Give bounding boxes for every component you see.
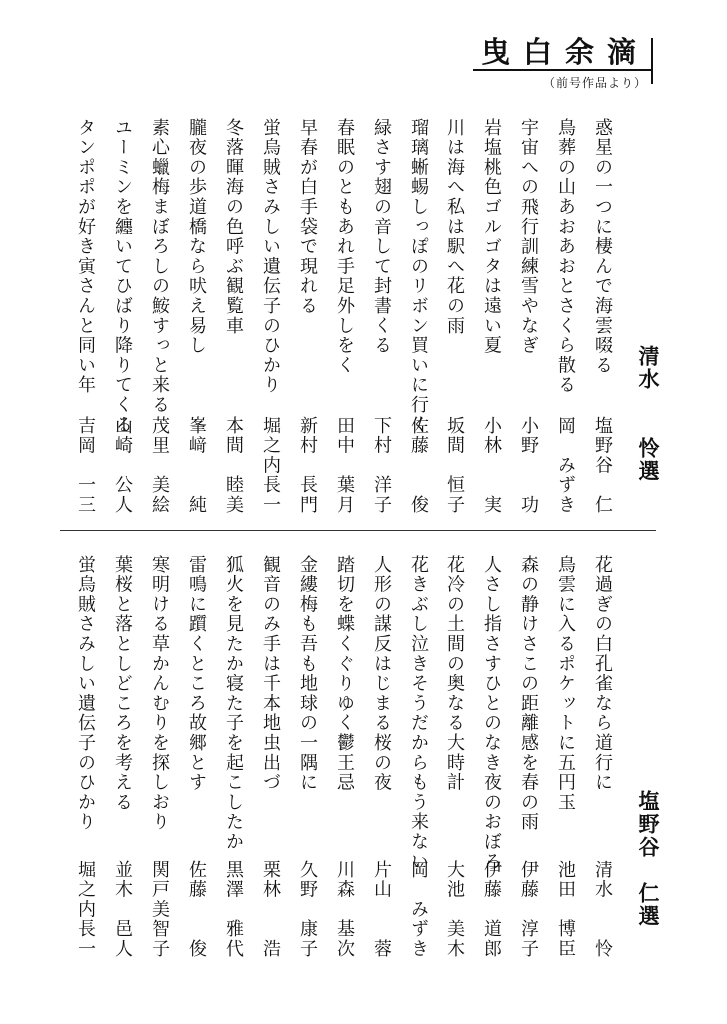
poem-author: 黒澤 雅代 [223, 860, 244, 959]
poem-text: タンポポが好き寅さんと同い年 [75, 118, 96, 396]
poem-text: 蛍烏賊さみしい遺伝子のひかり [75, 555, 96, 833]
poem-author: 清水 怜 [592, 860, 613, 959]
poem-text: 観音のみ手は千本地虫出づ [260, 555, 281, 793]
poem-text: 鳥葬の山あおあおとさくら散る [555, 118, 576, 396]
poem-author: 岡 みずき [555, 416, 576, 515]
poem-author: 関戸美智子 [149, 860, 170, 959]
poem-author: 池田 博臣 [555, 860, 576, 959]
poem-author: 堀之内長一 [260, 416, 281, 515]
poem-text: 惑星の一つに棲んで海雲啜る [592, 118, 613, 376]
poem-author: 小野 功 [518, 416, 539, 515]
poem-text: 寒明ける草かんむりを探しおり [149, 555, 170, 833]
selector-name-section-1: 清水 怜選 [636, 345, 660, 483]
poem-author: 塩野谷 仁 [592, 416, 613, 515]
title-rule-vertical [651, 38, 653, 84]
poem-author: 坂間 恒子 [444, 416, 465, 515]
poem-author: 伊藤 淳子 [518, 860, 539, 959]
poem-author: 茂里 美絵 [149, 416, 170, 515]
poem-text: 川は海へ私は駅へ花の雨 [444, 118, 465, 336]
poem-text: 春眠のともあれ手足外しをく [334, 118, 355, 376]
poem-text: 人形の謀反はじまる桜の夜 [371, 555, 392, 793]
poem-author: 山崎 公人 [112, 416, 133, 515]
poem-author: 佐藤 俊 [408, 416, 429, 515]
poem-text: 花冷の土間の奥なる大時計 [444, 555, 465, 793]
poem-text: 宇宙への飛行訓練雪やなぎ [518, 118, 539, 356]
poem-text: 瑠璃蜥蜴しっぽのリボン買いに行く [408, 118, 429, 435]
poem-text: ユーミンを纏いてひばり降りてくる [112, 118, 133, 435]
section-divider [60, 530, 656, 531]
poem-text: 人さし指さすひとのなき夜のおぼろ [481, 555, 502, 872]
poem-text: 狐火を見たか寝た子を起こしたか [223, 555, 244, 852]
poem-author: 片山 蓉 [371, 860, 392, 959]
poem-text: 雷鳴に躓くところ故郷とす [186, 555, 207, 793]
poem-author: 佐藤 俊 [186, 860, 207, 959]
poem-text: 緑さす翅の音して封書くる [371, 118, 392, 356]
poem-text: 蛍烏賊さみしい遺伝子のひかり [260, 118, 281, 396]
poem-author: 小林 実 [481, 416, 502, 515]
poem-text: 岩塩桃色ゴルゴタは遠い夏 [481, 118, 502, 356]
title-rule-horizontal [473, 69, 653, 71]
poem-author: 川森 基次 [334, 860, 355, 959]
poem-text: 早春が白手袋で現れる [297, 118, 318, 316]
poem-text: 鳥雲に入るポケットに五円玉 [555, 555, 576, 813]
poem-text: 踏切を蝶くぐりゆく鬱王忌 [334, 555, 355, 793]
poem-author: 吉岡 一三 [75, 416, 96, 515]
poem-text: 朧夜の歩道橋なら吠え易し [186, 118, 207, 356]
poem-author: 伊藤 道郎 [481, 860, 502, 959]
poem-text: 素心蠟梅まぼろしの鮟すっと来る [149, 118, 170, 415]
page-title: 曳白余滴 [480, 35, 649, 69]
poem-author: 久野 康子 [297, 860, 318, 959]
poem-author: 本間 睦美 [223, 416, 244, 515]
poem-author: 堀之内長一 [75, 860, 96, 959]
poem-text: 冬落暉海の色呼ぶ観覧車 [223, 118, 244, 336]
poem-author: 栗林 浩 [260, 860, 281, 959]
poem-author: 新村 長門 [297, 416, 318, 515]
page-subtitle: （前号作品より） [542, 76, 647, 90]
poem-text: 花過ぎの白孔雀なら道行に [592, 555, 613, 793]
poem-text: 花きぶし泣きそうだからもう来ない [408, 555, 429, 872]
poem-author: 並木 邑人 [112, 860, 133, 959]
poem-text: 金縷梅も吾も地球の一隅に [297, 555, 318, 793]
poem-author: 峯﨑 純 [186, 416, 207, 515]
poem-text: 森の静けさこの距離感を春の雨 [518, 555, 539, 833]
poem-author: 田中 葉月 [334, 416, 355, 515]
poem-text: 葉桜と落としどころを考える [112, 555, 133, 813]
poem-author: 大池 美木 [444, 860, 465, 959]
poem-author: 下村 洋子 [371, 416, 392, 515]
selector-name-section-2: 塩野谷 仁選 [636, 790, 660, 928]
poem-author: 岡 みずき [408, 860, 429, 959]
